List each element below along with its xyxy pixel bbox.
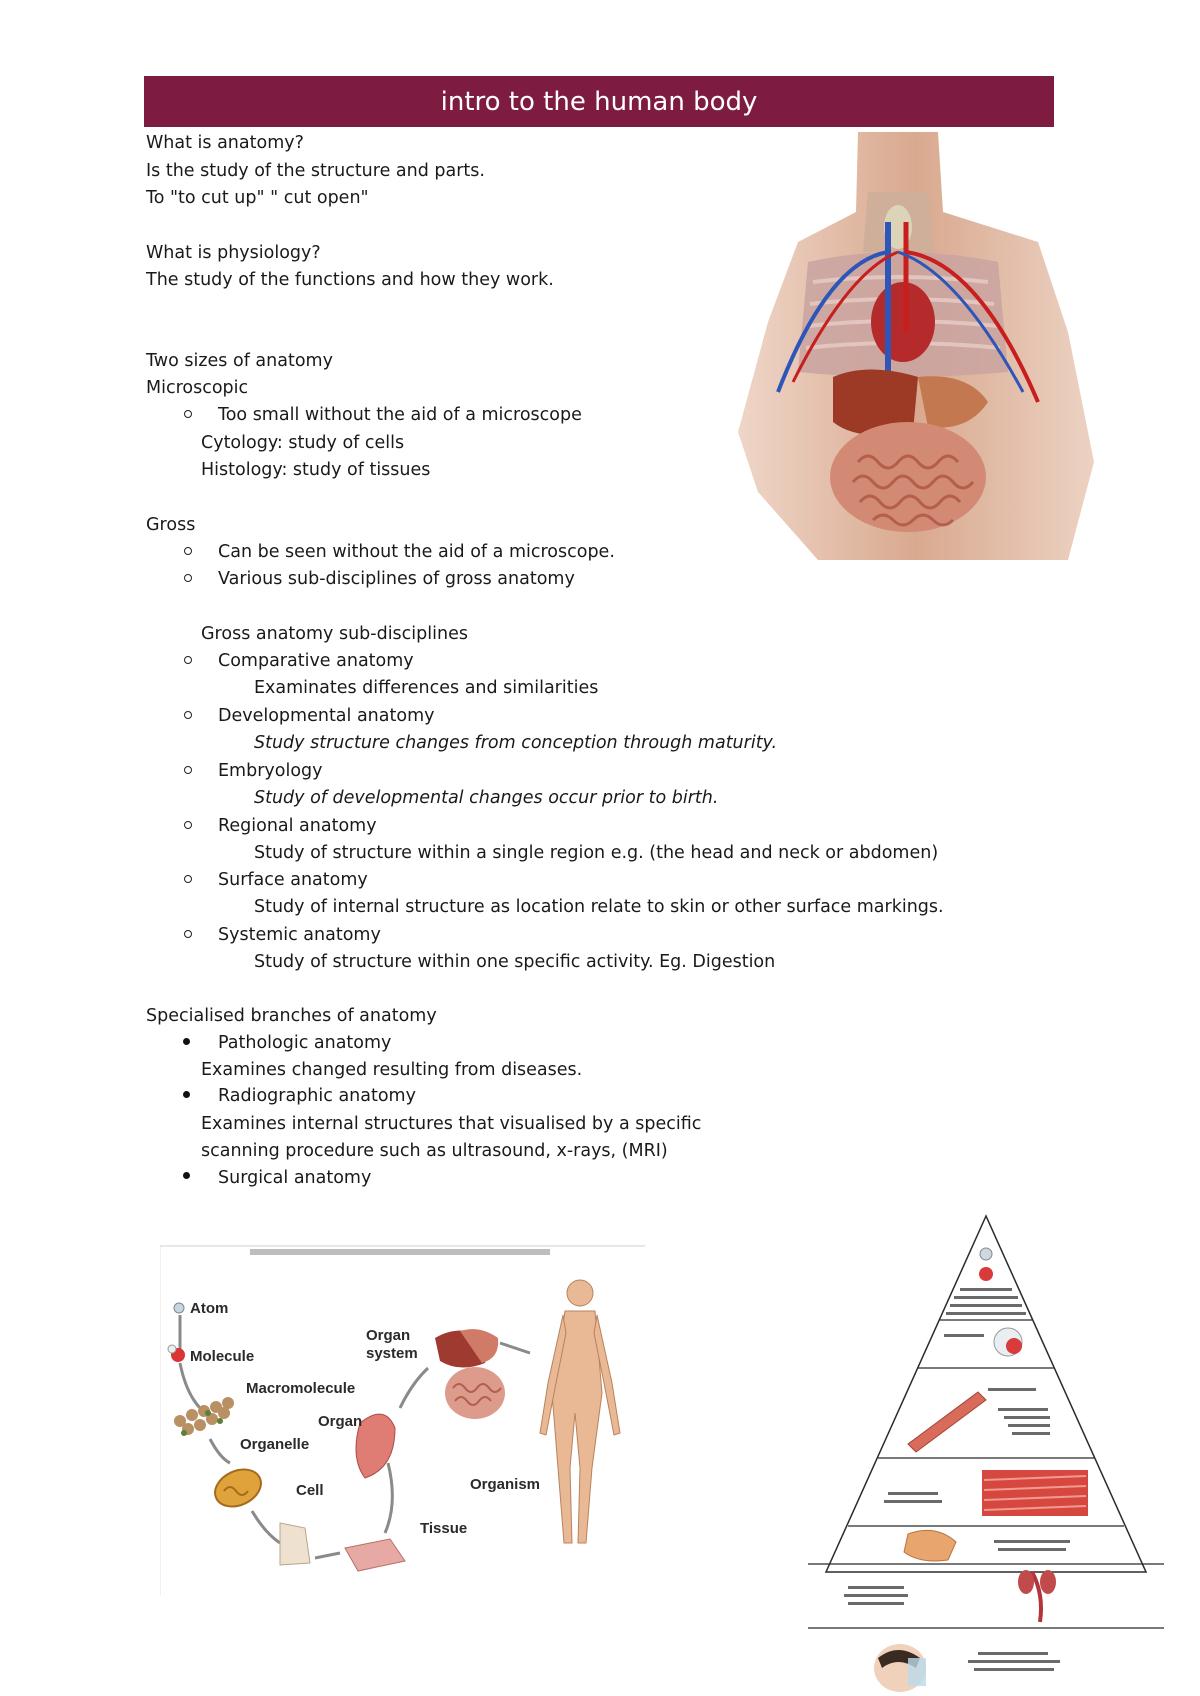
- bullet-circle: [184, 766, 192, 774]
- sub-discipline-desc: Study structure changes from conception through maturity.: [254, 733, 778, 753]
- sub-discipline-name: Regional anatomy: [218, 816, 377, 836]
- answer-physiology: The study of the functions and how they work.: [146, 270, 554, 290]
- question-physiology: What is physiology?: [146, 243, 321, 263]
- radiographic-desc: scanning procedure such as ultrasound, x-rays, (MRI): [201, 1141, 668, 1161]
- level-label-organism: Organism: [470, 1476, 541, 1493]
- pathologic-desc: Examines changed resulting from diseases.: [201, 1060, 583, 1080]
- radiographic-desc: Examines internal structures that visualised by a specific: [201, 1114, 702, 1134]
- various-sub-item: Various sub-disciplines of gross anatomy: [218, 569, 575, 589]
- sub-discipline-desc: Study of developmental changes occur prior to birth.: [254, 788, 719, 808]
- level-label-molecule: Molecule: [190, 1348, 255, 1365]
- bullet-circle: [184, 711, 192, 719]
- pathologic-item: Pathologic anatomy: [218, 1033, 392, 1053]
- too-small-item: Too small without the aid of a microscope: [218, 405, 582, 425]
- bullet-circle: [184, 574, 192, 582]
- bullet-circle: [184, 656, 192, 664]
- level-label-macromolecule: Macromolecule: [246, 1380, 356, 1397]
- bullet-dot: [183, 1038, 190, 1045]
- bullet-dot: [183, 1091, 190, 1098]
- bullet-dot: [183, 1172, 190, 1179]
- microscopic-heading: Microscopic: [146, 378, 249, 398]
- sub-discipline-desc: Examinates differences and similarities: [254, 678, 599, 698]
- sub-discipline-desc: Study of internal structure as location relate to skin or other surface markings.: [254, 897, 944, 917]
- torso-anatomy-image: [738, 132, 1094, 560]
- sub-discipline-name: Systemic anatomy: [218, 925, 381, 945]
- page-title-bar: [144, 76, 1054, 127]
- answer-anatomy: Is the study of the structure and parts.: [146, 161, 485, 181]
- bullet-circle: [184, 821, 192, 829]
- sub-discipline-name: Embryology: [218, 761, 323, 781]
- sub-discipline-desc: Study of structure within one specific activity. Eg. Digestion: [254, 952, 776, 972]
- sub-discipline-name: Surface anatomy: [218, 870, 368, 890]
- level-label-tissue: Tissue: [420, 1520, 468, 1537]
- level-label-cell: Cell: [296, 1482, 324, 1499]
- question-anatomy: What is anatomy?: [146, 133, 304, 153]
- two-sizes-heading: Two sizes of anatomy: [146, 351, 333, 371]
- surgical-item: Surgical anatomy: [218, 1168, 372, 1188]
- level-label-organelle: Organelle: [240, 1436, 310, 1453]
- can-be-seen-item: Can be seen without the aid of a microscope.: [218, 542, 615, 562]
- organization-pyramid-image: [808, 1212, 1164, 1696]
- sub-discipline-name: Comparative anatomy: [218, 651, 414, 671]
- level-label-organ-system: Organ: [366, 1327, 411, 1344]
- page-title: intro to the human body: [440, 86, 758, 117]
- histology-line: Histology: study of tissues: [201, 460, 431, 480]
- bullet-circle: [184, 875, 192, 883]
- bullet-circle: [184, 410, 192, 418]
- specialised-heading: Specialised branches of anatomy: [146, 1006, 437, 1026]
- radiographic-item: Radiographic anatomy: [218, 1086, 416, 1106]
- cytology-line: Cytology: study of cells: [201, 433, 405, 453]
- anatomy-etymology: To "to cut up" " cut open": [146, 188, 369, 208]
- level-label-organ-system: system: [366, 1345, 418, 1362]
- bullet-circle: [184, 930, 192, 938]
- level-label-atom: Atom: [190, 1300, 229, 1317]
- level-label-organ: Organ: [318, 1413, 363, 1430]
- organization-levels-image: [160, 1243, 645, 1595]
- sub-discipline-name: Developmental anatomy: [218, 706, 435, 726]
- gross-sub-heading: Gross anatomy sub-disciplines: [201, 624, 468, 644]
- bullet-circle: [184, 547, 192, 555]
- gross-heading: Gross: [146, 515, 196, 535]
- sub-discipline-desc: Study of structure within a single region e.g. (the head and neck or abdomen): [254, 843, 939, 863]
